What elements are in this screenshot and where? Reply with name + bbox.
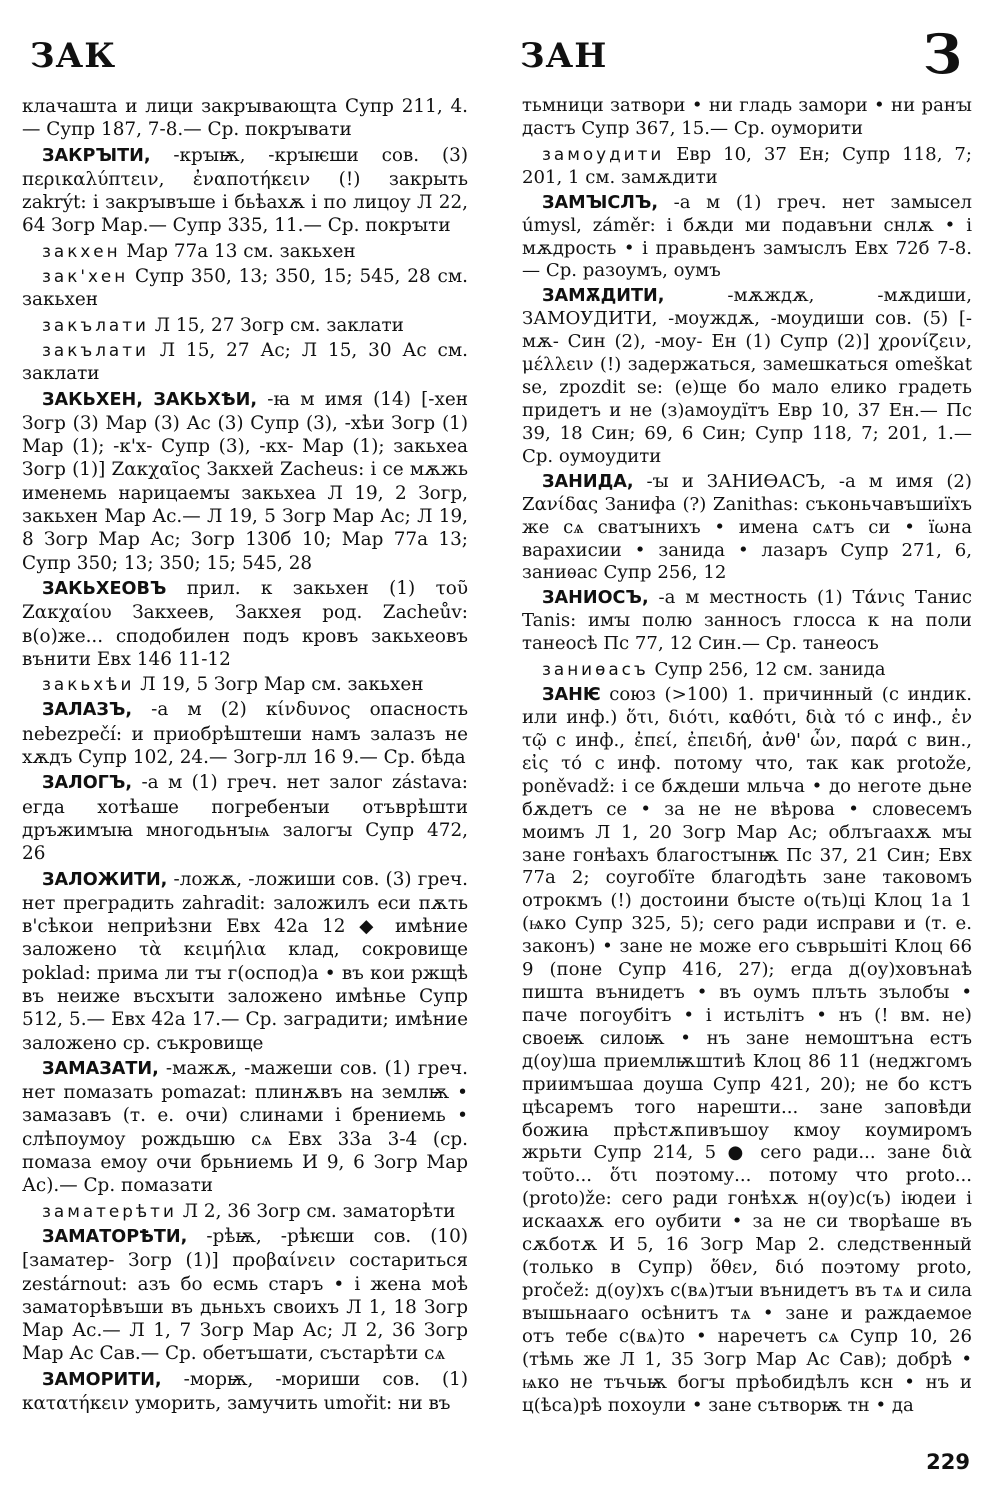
- reference-form: закълати: [42, 339, 149, 360]
- entry-text: Супр 256, 12 см. занида: [648, 659, 886, 681]
- cross-reference-entry: [22, 240, 468, 263]
- cross-reference-entry: [22, 673, 468, 696]
- headword: ЗАЛОГЪ,: [42, 773, 133, 794]
- reference-form: закълати: [42, 314, 149, 335]
- entry-text: союз (>100) 1. причинный (с индик. или инф.) ὅτι, διότι, καθότι, διὰ τό с инф., ἐν τῷ с инф., ἐπεί, ἐπειδή, ἀνθ' ὧν, παρά с вин., εἰς τό с инф. потому что, так как protože, poněvadž: і се бѫдеши мльча • до неготе дьне бѫдетъ се • за не не вѣрова • словесемъ моимъ Л 1, 20 Зогр Мар Ас; облъгаахѫ мꙑ зане гонѣахъ благостꙑнѭ Пс 37, 21 Син; Евх 77а 2; соугобїте благодѣть зане таковомъ отрокмъ (!) достоини бꙑсте о(ть)ці Клоц 1а 1 (ѩко Супр 325, 5); сего ради исправи и (т. е. законъ) • зане не може его съврьшіті Клоц 66 9 (поне Супр 416, 27); егда д(оу)ховънаѣ пишта вънидетъ • въ оумъ плъть зълобꙑ • паче погоубітъ • і истьлітъ • нъ (! вм. не) своеѭ силоѭ • нъ зане немоштъна естъ д(оу)ша приемлѭштиѣ Клоц 86 11 (неджгомъ приимъшаа доуша Супр 421, 20); не бо кстъ цѣсаремъ того нарешти... зане заповѣди божиꙗ прѣстѫпивъшоу кмоу коумиромъ жрьти Супр 214, 5 ● сего ради... зане διὰ τοῦτο... ὅτι поэтому... потому что proto... (proto)že: сего ради гонѣхѫ н(оу)с(ъ) іюдеи і искаахѫ его оубити • за не си творѣаше въ сѫботѫ И 5, 16 Зогр Мар 2. следственный (только в Супр) ὅθεν, διό поэтому proto, pročež: д(оу)хъ с(вѧ)тꙑи вънидетъ въ тѧ и сила вꙑшьнааго осѣнитъ тѧ • зане и раждаемое отъ тебе с(вѧ)то • наречетъ сѧ Супр 10, 26 (тѣмь же Л 1, 35 Зогр Мар Ас Сав); добрѣ • ѩко не тъчьѭ богꙑ прѣобидѣлъ ксн • нъ и ц(ѣса)рѣ похоули • зане сътворѭ тн • да: [522, 684, 972, 1416]
- headword: ЗАНИОСЪ,: [542, 588, 649, 609]
- reference-form: зак'хен: [42, 266, 129, 287]
- running-head: [0, 22, 1000, 86]
- entry-continuation: [22, 95, 468, 142]
- cross-reference-entry: [522, 658, 972, 682]
- dictionary-entry: [22, 577, 468, 671]
- entry-text: прил. к закьхен (1) τοῦ Ζακχαίου Закхеев, Закхея род. Zacheův: в(о)же... сподобилен подъ кровъ закьхеовъ вънити Евх 146 11-12: [22, 577, 468, 670]
- entry-text: -а м (1) греч. нет замысел úmysl, záměr: і бѫди ми подавъни снлѫ • і мѫдрость • і правьденъ замꙑслъ Евх 72б 7-8.— Ср. разоумъ, оумъ: [522, 191, 972, 282]
- dictionary-entry: [522, 587, 972, 656]
- entry-text: -ложѫ, -ложиши сов. (3) греч. нет преградить zahradit: заложилъ еси пѫть в'сѣкои неприѣзни Евх 42а 12 ◆ имѣние заложено τὰ κειμήλια клад, сокровище poklad: прима ли тꙑ г(оспод)а • въ кои ржщѣ въ неиже въсхꙑти заложено имѣнье Супр 512, 5.— Евх 42а 17.— Ср. заградити; имѣние заложено ср. съкровище: [22, 868, 468, 1054]
- cross-reference-entry: [22, 265, 468, 312]
- entry-text: -а м местность (1) Τάνις Танис Tanis: имꙑ полю занносъ глосса к на поли танеосѣ Пс 77, 12 Син.— Ср. танеосъ: [522, 587, 972, 655]
- dictionary-entry: [22, 698, 468, 769]
- entry-text: Супр 350, 13; 350, 15; 545, 28 см. закьхен: [22, 266, 468, 311]
- reference-form: закьхѣи: [42, 674, 135, 695]
- running-head-center: ЗАН: [520, 36, 608, 76]
- dictionary-entry: [522, 471, 972, 586]
- left-column: [22, 95, 468, 1417]
- cross-reference-entry: [22, 339, 468, 386]
- entry-text: Л 15, 27 Ас; Л 15, 30 Ас см. заклати: [22, 339, 468, 385]
- dictionary-entry: [22, 388, 468, 575]
- dictionary-entry: [22, 868, 468, 1055]
- reference-form: замоудити: [542, 143, 665, 164]
- dictionary-entry: [22, 1225, 468, 1366]
- entry-text: Л 2, 36 Зогр см. заматорѣти: [176, 1200, 456, 1222]
- entry-text: Евр 10, 37 Ен; Супр 118, 7; 201, 1 см. замѫдити: [522, 143, 972, 188]
- dictionary-entry: [522, 684, 972, 1418]
- entry-text: -а м (1) греч. нет залог zástava: егда хотѣаше погребенꙑи отъврѣшти дръжимꙑꙗ многодьнꙑѩ залогꙑ Супр 472, 26: [22, 772, 468, 865]
- dictionary-entry: [22, 144, 468, 238]
- reference-form: заматерѣти: [42, 1200, 177, 1221]
- dictionary-entry: [522, 192, 972, 284]
- section-letter: З: [923, 22, 962, 86]
- headword: ЗАЛАЗЪ,: [42, 700, 133, 721]
- right-column: [522, 95, 972, 1420]
- entry-text: -а м (2) κίνδυνος опасность nebezpečí: и приобрѣштеши намъ залазъ не хѫдъ Супр 102, 24.— Зогр-лл 16 9.— Ср. бѣда: [22, 699, 468, 769]
- cross-reference-entry: [22, 314, 468, 337]
- headword: ЗАМАТОРѢТИ,: [42, 1226, 188, 1247]
- entry-text: тьмници затвори • ни гладь замори • ни ранꙑ дастъ Супр 367, 15.— Ср. оуморити: [522, 95, 972, 139]
- entry-text: Мар 77а 13 см. закьхен: [120, 240, 356, 262]
- entry-text: клачашта и лици закрꙑвающта Супр 211, 4.— Супр 187, 7-8.— Ср. покрꙑвати: [22, 96, 468, 141]
- headword: ЗАМꙐСЛЪ,: [542, 192, 659, 213]
- entry-text: Л 15, 27 Зогр см. заклати: [148, 314, 404, 336]
- entry-text: -морѭ, -мориши сов. (1) κατατήκειν уморить, замучить umořit: ни въ: [22, 1368, 468, 1415]
- headword: ЗАМѪДИТИ,: [542, 286, 665, 307]
- entry-text: -ꙗ м имя (14) [-хен Зогр (3) Мар (3) Ас (3) Супр (3), -хѣи Зогр (1) Мар (1); -к'х- Супр (3), -кх- Мар (1); закьхеа Зогр (1)] Ζακχαῖος Закхей Zacheus: і се мѫжь именемь нарицаемꙑ закьхеа Л 19, 2 Зогр, закьхен Мар Ас.— Л 19, 5 Зогр Мар Ас; Л 19, 8 Зогр Мар Ас; Зогр 130б 10; Мар 77а 13; Супр 350; 13; 350; 15; 545, 28: [22, 388, 468, 574]
- entry-text: -мажѫ, -мажеши сов. (1) греч. нет помазать pomazat: плинѫвъ на землѭ • замазавъ (т. е. очи) слинами і брениемь • слѣпоумоу рождьшю сѧ Евх 33а 3-4 (ср. помаза емоу очи брьниемь И 9, 6 Зогр Мар Ас).— Ср. помазати: [22, 1057, 468, 1197]
- page-number: 229: [926, 1450, 970, 1474]
- reference-form: заниѳасъ: [542, 659, 649, 680]
- dictionary-entry: [22, 1368, 468, 1416]
- entry-text: -рѣѭ, -рѣѥши сов. (10) [заматер- Зогр (1)] προβαίνειν состариться zestárnout: азъ бо есмь старъ • і жена моѣ заматорѣвъши въ дьньхъ своихъ Л 1, 18 Зогр Мар Ас.— Л 1, 7 Зогр Мар Ас; Л 2, 36 Зогр Мар Ас Сав.— Ср. обетъшати, състарѣти сѧ: [22, 1225, 468, 1365]
- headword: ЗАКЬХЕН, ЗАКЬХѢИ,: [42, 389, 258, 410]
- cross-reference-entry: [522, 143, 972, 190]
- headword: ЗАНѤ: [542, 685, 601, 706]
- headword: ЗАКРꙐТИ,: [42, 145, 151, 166]
- entry-text: -мѫждѫ, -мѫдиши, ЗАМОУДИТИ, -моуждѫ, -моудиши сов. (5) [-мѫ- Син (2), -моу- Ен (1) Супр (2)] χρονίζειν, μέλλειν (!) задержаться, замешкаться omeškat se, zpozdit se: (е)ще бо мало елико градеть придетъ и не (з)амоудїтъ Евр 10, 37 Ен.— Пс 39, 18 Син; 69, 6 Син; Супр 118, 7; 201, 1.— Ср. оумоудити: [522, 285, 972, 467]
- reference-form: закхен: [42, 240, 121, 261]
- dictionary-entry: [22, 1057, 468, 1198]
- headword: ЗАКЬХЕОВЪ: [42, 578, 167, 599]
- entry-text: Л 19, 5 Зогр Мар см. закьхен: [134, 674, 424, 696]
- dictionary-entry: [522, 285, 972, 468]
- cross-reference-entry: [22, 1200, 468, 1223]
- entry-continuation: [522, 95, 972, 141]
- headword: ЗАЛОЖИТИ,: [42, 869, 168, 890]
- entry-text: -крꙑѭ, -крꙑѥши сов. (3) περικαλύπτειν, ἐναποτήκειν (!) закрыть zakrýt: і закрꙑвъше і бьѣахѫ і по лицоу Л 22, 64 Зогр Мар.— Супр 335, 11.— Ср. покрꙑти: [22, 144, 468, 237]
- headword: ЗАНИДА,: [542, 471, 634, 492]
- headword: ЗАМОРИТИ,: [42, 1369, 162, 1390]
- dictionary-entry: [22, 771, 468, 865]
- headword: ЗАМАЗАТИ,: [42, 1058, 159, 1079]
- running-head-left: ЗАК: [30, 36, 117, 76]
- entry-text: -ꙑ и ЗАНИѲАСЪ, -а м имя (2) Ζανίδας Занифа (?) Zanithas: съконьчавъшиїхъ же сѧ сватꙑнихъ • имена сѧтъ си • їωна варахисии • занида • лазаръ Супр 271, 6, заниѳас Супр 256, 12: [522, 470, 972, 584]
